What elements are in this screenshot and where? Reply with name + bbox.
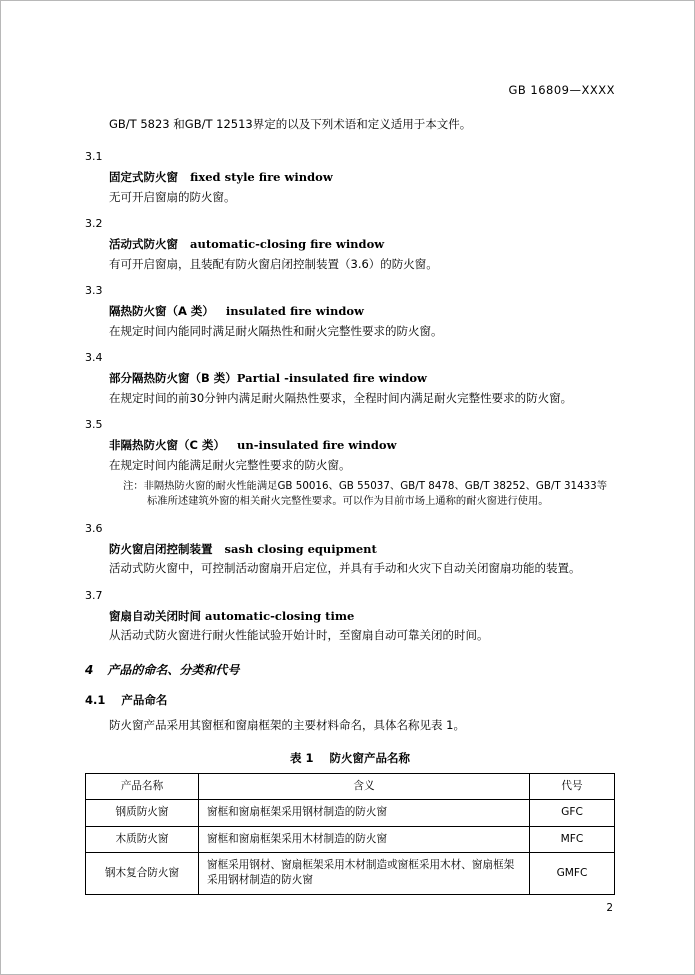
term-line <box>109 236 615 253</box>
cell-product-name: 钢质防火窗 <box>86 800 199 826</box>
clause-3-2 <box>85 217 615 273</box>
term-definition: 有可开启窗扇，且装配有防火窗启闭控制装置（3.6）的防火窗。 <box>109 256 438 271</box>
clause-3-3 <box>85 284 615 340</box>
term-cn: 部分隔热防火窗（B 类） <box>109 371 237 386</box>
term-cn: 固定式防火窗 <box>109 170 178 185</box>
section-heading-4 <box>85 661 615 678</box>
column-header-name: 产品名称 <box>86 773 199 799</box>
term-line <box>109 541 615 558</box>
term-en: insulated fire window <box>225 304 364 319</box>
cell-product-name: 钢木复合防火窗 <box>86 852 199 894</box>
clause-number: 3.4 <box>85 351 103 365</box>
term-cn: 隔热防火窗（A 类） <box>109 304 214 319</box>
page-content <box>85 83 615 895</box>
term-cn: 非隔热防火窗（C 类） <box>109 437 225 452</box>
term-cn: 防火窗启闭控制装置 <box>109 541 213 556</box>
clause-3-6 <box>85 522 615 578</box>
term-cn: 活动式防火窗 <box>109 237 178 252</box>
term-en: automatic-closing time <box>205 608 355 623</box>
subsection-title: 产品命名 <box>121 692 168 707</box>
clause-number: 3.5 <box>85 417 103 431</box>
table-caption-text: 防火窗产品名称 <box>329 750 410 765</box>
term-definition: 在规定时间内能同时满足耐火隔热性和耐火完整性要求的防火窗。 <box>109 323 443 338</box>
subsection-heading-4-1 <box>85 692 615 708</box>
term-en: fixed style fire window <box>190 170 333 185</box>
term-line <box>109 169 615 186</box>
column-header-meaning: 含义 <box>199 773 530 799</box>
term-line <box>109 608 615 625</box>
clause-number: 3.3 <box>85 284 103 298</box>
term-line <box>109 437 615 454</box>
term-en: un-insulated fire window <box>236 437 397 452</box>
clause-3-5 <box>85 418 615 510</box>
subsection-number: 4.1 <box>85 692 106 707</box>
table-row <box>86 826 615 852</box>
clause-3-7 <box>85 589 615 645</box>
intro-paragraph: GB/T 5823 和GB/T 12513界定的以及下列术语和定义适用于本文件。 <box>109 117 472 131</box>
cell-meaning: 窗框采用钢材、窗扇框架采用木材制造或窗框采用木材、窗扇框架采用钢材制造的防火窗 <box>199 852 530 894</box>
clause-3-1 <box>85 150 615 206</box>
standard-number-header: GB 16809—XXXX <box>508 83 615 97</box>
cell-code: GMFC <box>530 852 615 894</box>
term-definition: 在规定时间的前30分钟内满足耐火隔热性要求，全程时间内满足耐火完整性要求的防火窗。 <box>109 390 573 405</box>
cell-meaning: 窗框和窗扇框架采用钢材制造的防火窗 <box>199 800 530 826</box>
term-definition: 从活动式防火窗进行耐火性能试验开始计时，至窗扇自动可靠关闭的时间。 <box>109 628 489 643</box>
table-caption <box>85 750 615 766</box>
cell-product-name: 木质防火窗 <box>86 826 199 852</box>
column-header-code: 代号 <box>530 773 615 799</box>
term-line <box>109 370 615 387</box>
cell-code: GFC <box>530 800 615 826</box>
table-row <box>86 800 615 826</box>
section-title: 产品的命名、分类和代号 <box>107 662 240 677</box>
table-header-row <box>86 773 615 799</box>
table-row <box>86 852 615 894</box>
term-cn: 窗扇自动关闭时间 <box>109 608 201 623</box>
clause-3-4 <box>85 351 615 407</box>
clause-note: 注：非隔热防火窗的耐火性能满足GB 50016、GB 55037、GB/T 8478、GB/T 38252、GB/T 31433等标准所述建筑外窗的相关耐火完整性要求。可以作为目前市场上通称的耐火窗进行使用。 <box>123 479 608 508</box>
clause-number: 3.2 <box>85 217 103 231</box>
page-number: 2 <box>606 902 613 914</box>
cell-meaning: 窗框和窗扇框架采用木材制造的防火窗 <box>199 826 530 852</box>
term-definition: 无可开启窗扇的防火窗。 <box>109 189 236 204</box>
section-number: 4 <box>85 662 94 677</box>
clause-number: 3.7 <box>85 588 103 602</box>
term-en: sash closing equipment <box>224 541 377 556</box>
term-en: automatic-closing fire window <box>190 237 385 252</box>
term-en: Partial -insulated fire window <box>236 371 427 386</box>
clause-number: 3.1 <box>85 150 103 164</box>
subsection-body: 防火窗产品采用其窗框和窗扇框架的主要材料命名，具体名称见表 1。 <box>109 717 465 732</box>
term-line <box>109 303 615 320</box>
table-caption-label: 表 1 <box>289 750 314 765</box>
cell-code: MFC <box>530 826 615 852</box>
term-definition: 在规定时间内能满足耐火完整性要求的防火窗。 <box>109 457 351 472</box>
product-name-table <box>85 773 615 895</box>
clause-number: 3.6 <box>85 521 103 535</box>
term-definition: 活动式防火窗中，可控制活动窗扇开启定位，并具有手动和火灾下自动关闭窗扇功能的装置。 <box>109 561 581 576</box>
